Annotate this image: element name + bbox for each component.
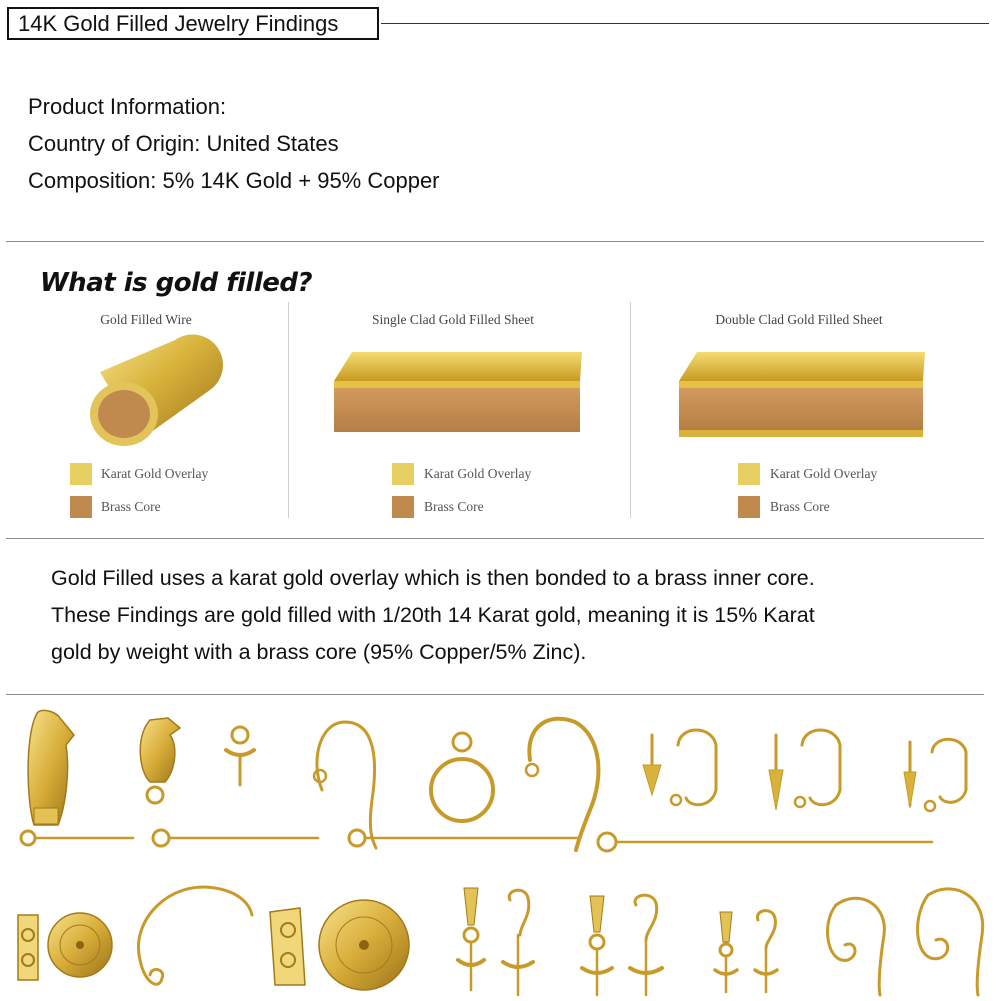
cup-peg-bail-icon <box>226 727 254 785</box>
french-ear-wire-icon <box>827 898 884 995</box>
ear-wire-icon <box>526 719 598 850</box>
ear-wire-icon <box>314 722 376 848</box>
eye-pin-icon <box>349 830 578 846</box>
description-line: gold by weight with a brass core (95% Copper/5% Zinc). <box>51 640 587 664</box>
eye-pin-icon <box>153 830 318 846</box>
eye-pin-icon <box>21 831 133 845</box>
pearl-cup-bail-icon <box>630 895 662 995</box>
pearl-cup-bail-icon <box>582 896 612 995</box>
earring-back-icon <box>18 915 38 980</box>
lobster-clasp-icon <box>140 718 180 803</box>
legend-label-core: Brass Core <box>101 499 161 514</box>
leverback-earring-icon <box>769 730 840 810</box>
panel-title-double-clad: Double Clad Gold Filled Sheet <box>715 312 883 327</box>
pearl-cup-bail-icon <box>755 911 777 992</box>
diagram-heading: What is gold filled? <box>40 268 313 298</box>
ring-earring-component-icon <box>431 733 493 821</box>
hoop-ear-wire-icon <box>138 887 252 984</box>
pearl-cup-bail-icon <box>503 890 533 995</box>
leverback-earring-icon <box>904 739 966 811</box>
legend-label-overlay: Karat Gold Overlay <box>770 466 878 481</box>
earring-back-icon <box>270 908 305 985</box>
legend-label-overlay: Karat Gold Overlay <box>101 466 209 481</box>
leverback-earring-icon <box>643 730 716 805</box>
pearl-cup-bail-icon <box>715 912 737 992</box>
pearl-cup-bail-icon <box>458 888 484 990</box>
legend-label-core: Brass Core <box>770 499 830 514</box>
legend-label-core: Brass Core <box>424 499 484 514</box>
earring-back-icon <box>48 913 112 977</box>
panel-title-wire: Gold Filled Wire <box>100 312 192 327</box>
composition: Composition: 5% 14K Gold + 95% Copper <box>28 168 440 193</box>
description-line: These Findings are gold filled with 1/20th 14 Karat gold, meaning it is 15% Karat <box>51 603 815 627</box>
product-info-heading: Product Information: <box>28 94 227 119</box>
earring-back-icon <box>319 900 409 990</box>
lobster-clasp-icon <box>28 710 74 825</box>
panel-title-single-clad: Single Clad Gold Filled Sheet <box>372 312 534 327</box>
legend-label-overlay: Karat Gold Overlay <box>424 466 532 481</box>
page-title: 14K Gold Filled Jewelry Findings <box>7 7 379 40</box>
description-line: Gold Filled uses a karat gold overlay which is then bonded to a brass inner core. <box>51 566 815 590</box>
eye-pin-icon <box>598 833 932 851</box>
french-ear-wire-icon <box>918 889 983 995</box>
country-of-origin: Country of Origin: United States <box>28 131 339 156</box>
